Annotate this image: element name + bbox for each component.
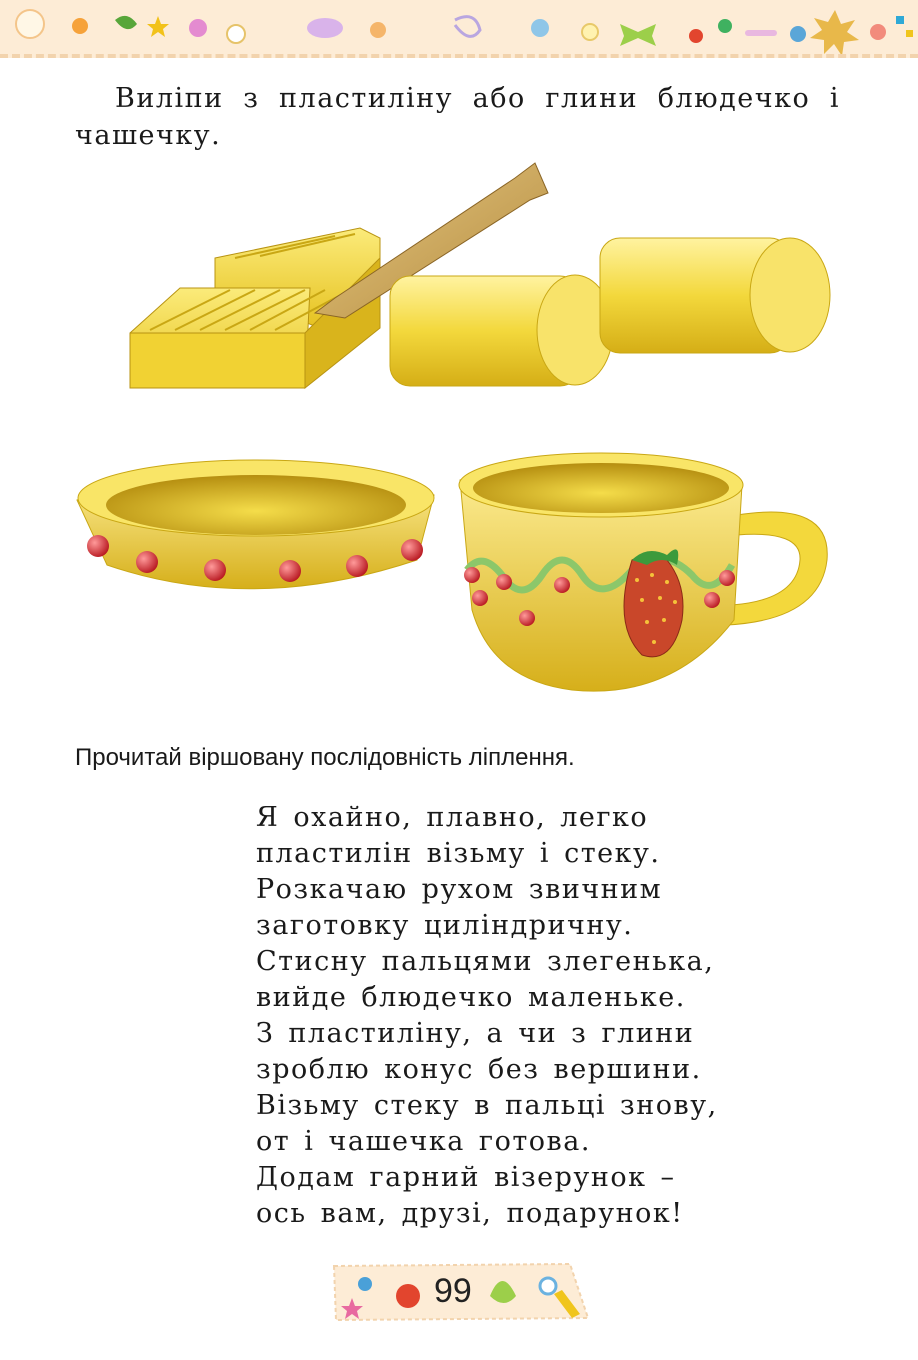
flower-icon: [540, 1278, 556, 1294]
swirl-icon: [745, 30, 777, 36]
leaf-icon: [307, 18, 343, 38]
butterfly-icon: [358, 1277, 372, 1291]
poem-line: зроблю конус без вершини.: [256, 1054, 702, 1085]
poem-line: от і чашечка готова.: [256, 1126, 591, 1157]
butterfly-icon: [790, 26, 806, 42]
flower-icon: [396, 1284, 420, 1308]
poem-line: Я охайно, плавно, легко: [256, 802, 649, 833]
materials-illustration: [120, 158, 840, 408]
poem-line: Візьму стеку в пальці знову,: [256, 1090, 718, 1121]
cylinder-blank-illustration: [600, 238, 830, 353]
poem-line: Додам гарний візерунок –: [256, 1162, 676, 1193]
star-icon: [147, 16, 169, 37]
star-icon: [906, 30, 913, 37]
subheading-text: Прочитай віршовану послідовність ліплення.: [75, 744, 575, 771]
poem-line: вийде блюдечко маленьке.: [256, 982, 686, 1013]
finished-products-illustration: [72, 450, 832, 700]
poem-line: Розкачаю рухом звичним: [256, 874, 663, 905]
maple-leaf-icon: [810, 10, 859, 54]
flower-icon: [582, 24, 598, 40]
flower-icon: [689, 29, 703, 43]
flower-icon: [718, 19, 732, 33]
poem-line: З пластиліну, а чи з глини: [256, 1018, 695, 1049]
poem-line: ось вам, друзі, подарунок!: [256, 1198, 684, 1229]
cylinder-blank-illustration: [390, 275, 613, 386]
saucer-illustration: [77, 460, 434, 589]
poem-line: Стисну пальцями злегенька,: [256, 946, 715, 977]
swirl-icon: [455, 17, 480, 37]
flower-icon: [227, 25, 245, 43]
star-icon: [896, 16, 904, 24]
instruction-text: Виліпи з пластиліну або глини блюдечко і чашечку.: [75, 83, 840, 151]
sun-icon: [16, 10, 44, 38]
poem-line: заготовку циліндричну.: [256, 910, 634, 941]
poem-line: пластилін візьму і стеку.: [256, 838, 661, 869]
bow-icon: [620, 24, 656, 46]
top-decorative-border: [0, 0, 918, 58]
butterfly-icon: [531, 19, 549, 37]
flower-icon: [370, 22, 386, 38]
page-number: 99: [434, 1272, 472, 1310]
cup-illustration: [459, 453, 827, 691]
poem: [256, 800, 718, 1232]
flower-icon: [870, 24, 886, 40]
leaf-icon: [115, 16, 137, 29]
flower-icon: [189, 19, 207, 37]
flower-icon: [72, 18, 88, 34]
